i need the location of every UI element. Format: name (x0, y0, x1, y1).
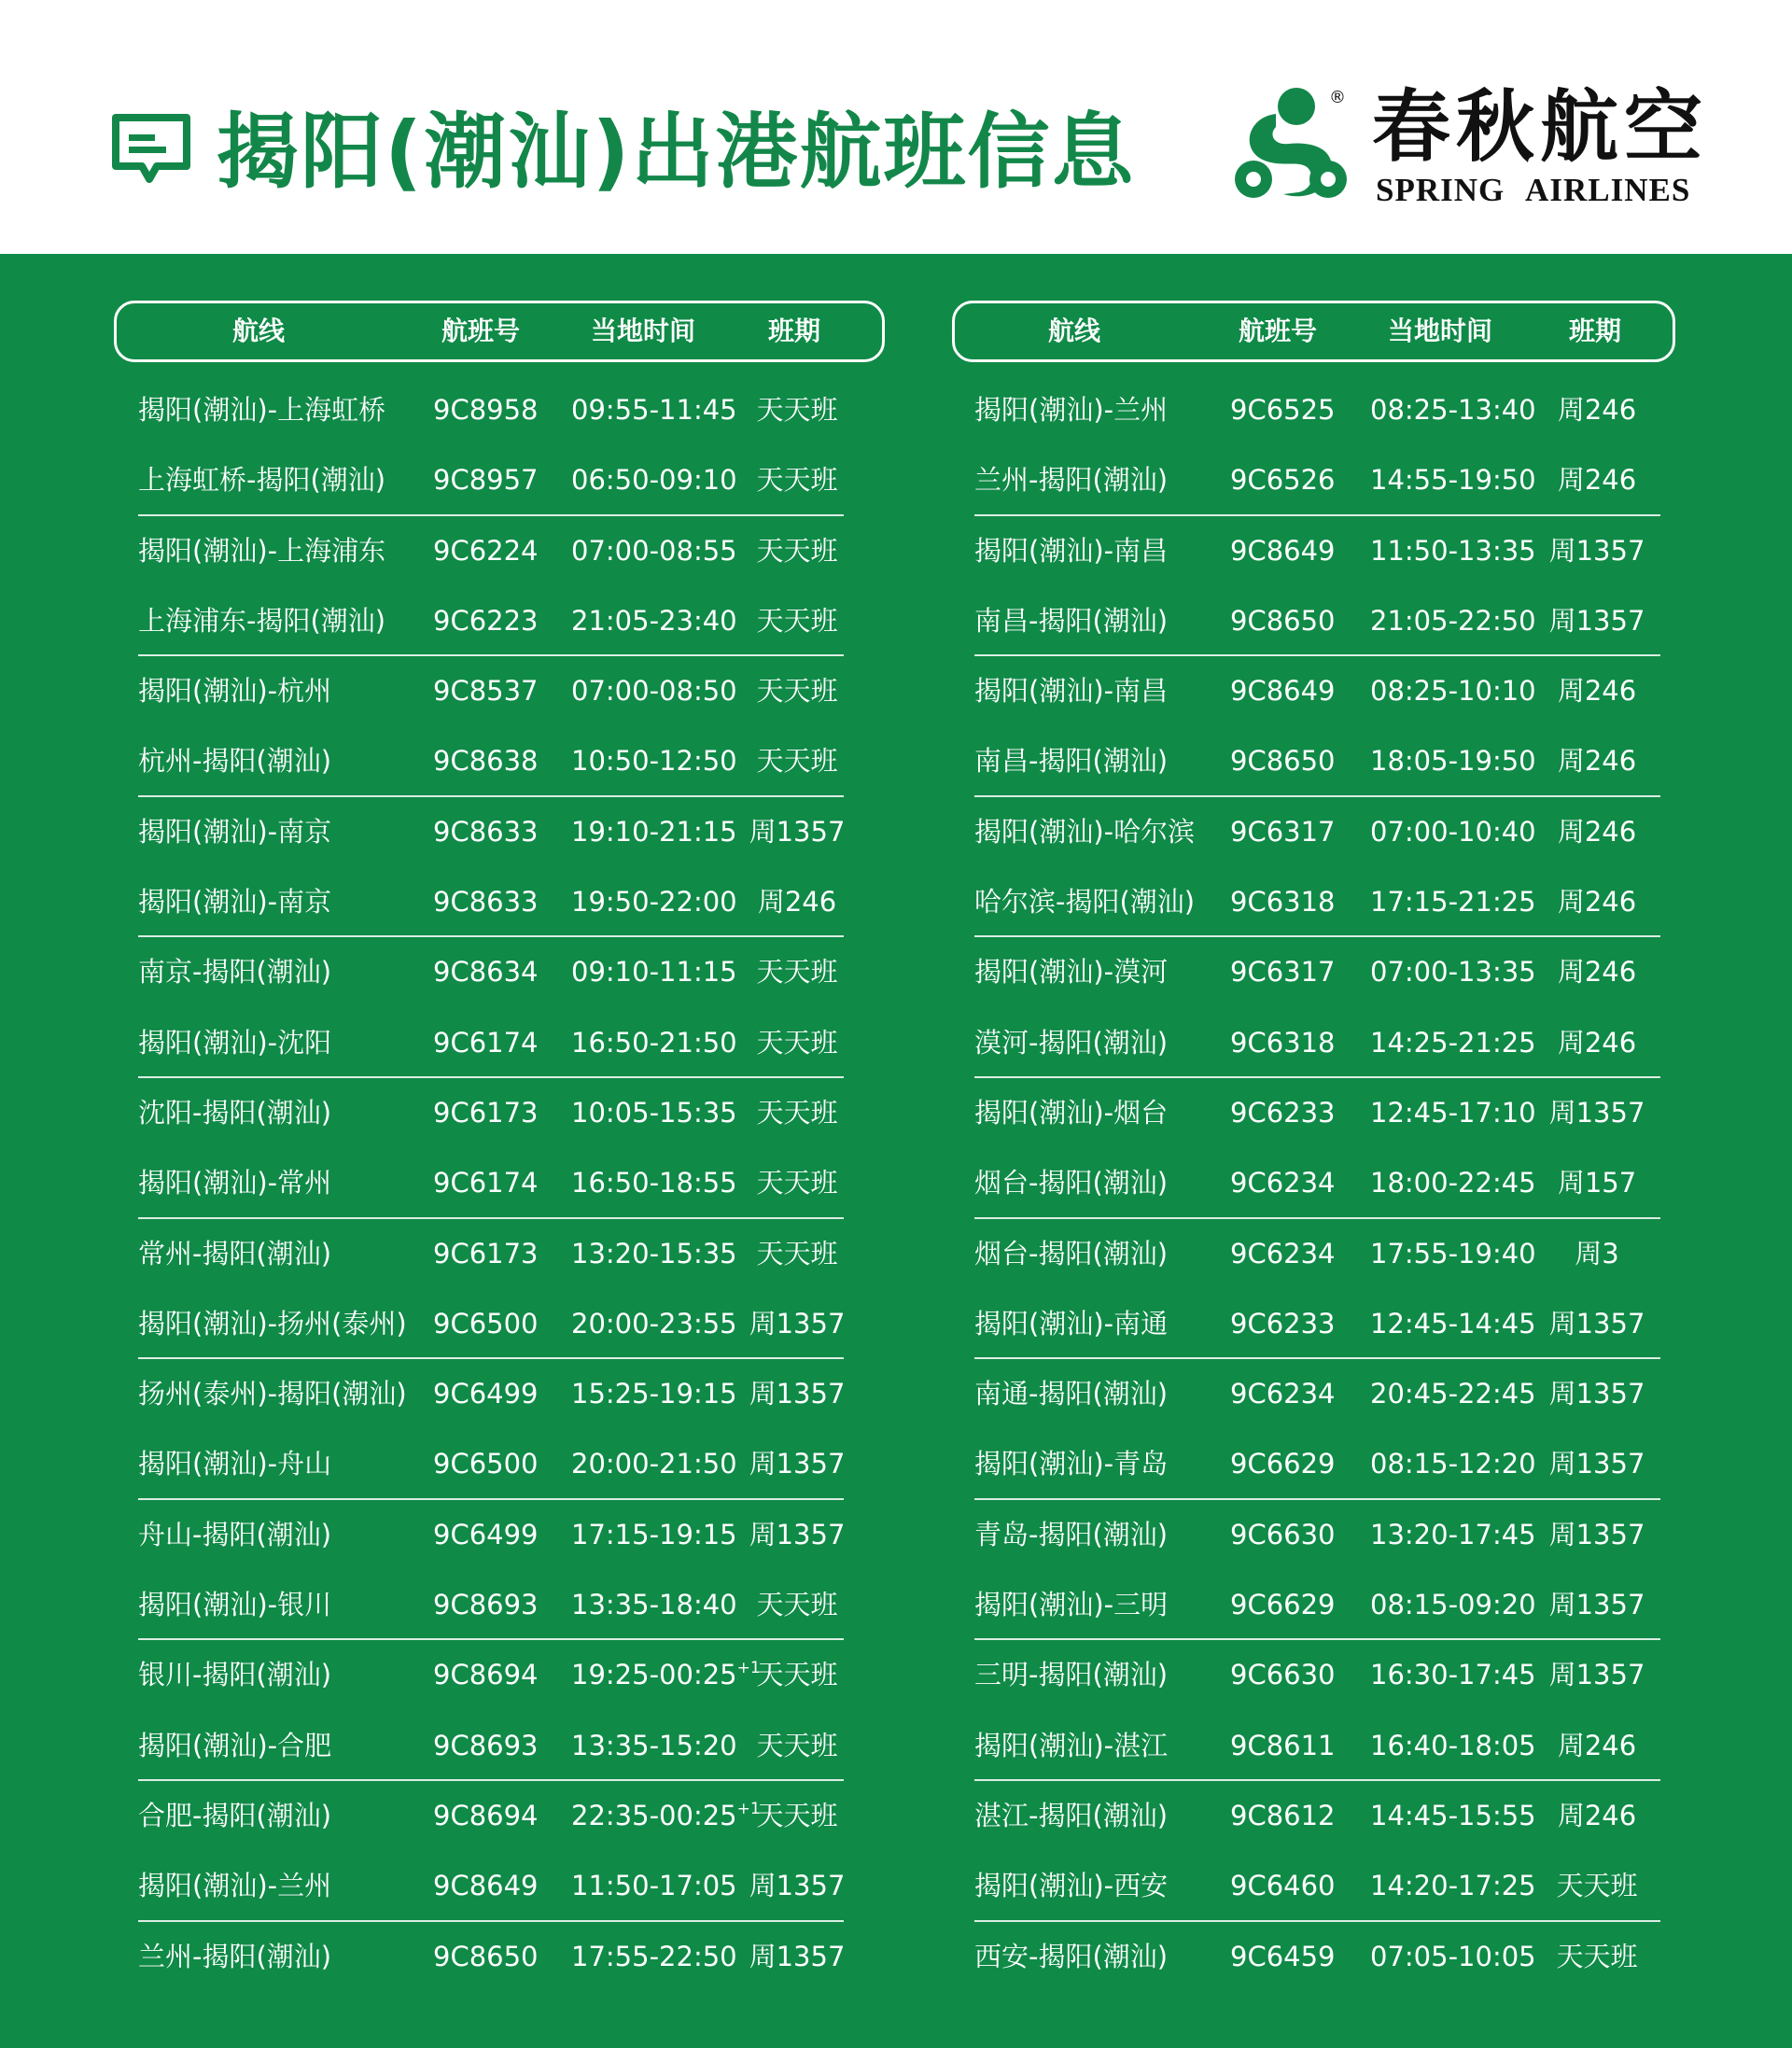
cell-local-time: 19:50-22:00 (571, 886, 737, 919)
cell-flight-number: 9C6459 (1230, 1940, 1336, 1972)
cell-flight-number: 9C8649 (1230, 534, 1336, 567)
cell-local-time: 06:50-09:10 (571, 464, 737, 497)
cell-local-time: 07:00-08:50 (571, 675, 737, 708)
cell-flight-number: 9C6630 (1230, 1659, 1336, 1691)
cell-local-time: 14:25-21:25 (1370, 1026, 1536, 1059)
table-row (114, 1570, 885, 1640)
cell-flight-number: 9C6525 (1230, 394, 1336, 426)
table-row (114, 586, 885, 656)
table-row (952, 1640, 1675, 1710)
cell-schedule: 周246 (757, 886, 837, 919)
cell-local-time: $19:25-00:25^{+1}$ (571, 1659, 761, 1691)
cell-schedule: 周1357 (749, 1870, 846, 1902)
cell-local-time: 18:05-19:50 (1370, 745, 1536, 778)
cell-schedule: 周157 (1557, 1167, 1637, 1199)
table-row (952, 1148, 1675, 1218)
cell-flight-number: 9C6317 (1230, 815, 1336, 848)
table-row (114, 937, 885, 1007)
table-row (952, 1429, 1675, 1499)
cell-route: 兰州-揭阳(潮汕) (138, 1940, 332, 1972)
cell-flight-number: 9C6629 (1230, 1589, 1336, 1621)
cell-schedule: 天天班 (756, 464, 838, 497)
cell-local-time: 07:05-10:05 (1370, 1940, 1536, 1972)
table-row (952, 1711, 1675, 1781)
cell-route: 揭阳(潮汕)-兰州 (974, 394, 1169, 426)
table-row (952, 1781, 1675, 1851)
cell-route: 漠河-揭阳(潮汕) (974, 1026, 1169, 1059)
cell-route: 湛江-揭阳(潮汕) (974, 1799, 1169, 1831)
table-row (114, 1640, 885, 1710)
cell-flight-number: 9C8634 (433, 956, 539, 989)
table-row (114, 1429, 885, 1499)
table-body (114, 375, 885, 1992)
cell-local-time: 17:15-19:15 (571, 1518, 737, 1550)
cell-flight-number: 9C8650 (1230, 745, 1336, 778)
cell-schedule: 周246 (1557, 1729, 1637, 1761)
cell-flight-number: 9C6233 (1230, 1307, 1336, 1340)
cell-route: 三明-揭阳(潮汕) (974, 1659, 1169, 1691)
cell-schedule: 天天班 (1556, 1940, 1638, 1972)
cell-schedule: 周246 (1557, 464, 1637, 497)
column-header-time: 当地时间 (591, 316, 696, 346)
table-row (952, 1922, 1675, 1992)
flight-table-right (952, 301, 1675, 1992)
cell-flight-number: 9C6234 (1230, 1237, 1336, 1269)
cell-route: 扬州(泰州)-揭阳(潮汕) (138, 1378, 407, 1410)
cell-flight-number: 9C8650 (433, 1940, 539, 1972)
cell-flight-number: 9C6224 (433, 534, 539, 567)
table-row (114, 1922, 885, 1992)
cell-flight-number: 9C6499 (433, 1518, 539, 1550)
cell-local-time: 17:15-21:25 (1370, 886, 1536, 919)
cell-local-time: 08:15-12:20 (1370, 1448, 1536, 1480)
cell-schedule: 周1357 (749, 1518, 846, 1550)
cell-flight-number: 9C8650 (1230, 604, 1336, 637)
cell-route: 揭阳(潮汕)-南昌 (974, 534, 1169, 567)
cell-flight-number: 9C6233 (1230, 1096, 1336, 1129)
table-row (952, 1078, 1675, 1148)
cell-flight-number: 9C8958 (433, 394, 539, 426)
cell-flight-number: 9C8649 (433, 1870, 539, 1902)
table-row (114, 1078, 885, 1148)
cell-local-time: 20:45-22:45 (1370, 1378, 1536, 1410)
table-row (952, 516, 1675, 586)
cell-schedule: 周1357 (749, 1940, 846, 1972)
cell-local-time: 08:15-09:20 (1370, 1589, 1536, 1621)
cell-flight-number: 9C8649 (1230, 675, 1336, 708)
column-header-flight: 航班号 (441, 316, 521, 346)
cell-flight-number: 9C6174 (433, 1026, 539, 1059)
cell-schedule: 天天班 (756, 1026, 838, 1059)
cell-local-time: 17:55-19:40 (1370, 1237, 1536, 1269)
cell-local-time: 12:45-17:10 (1370, 1096, 1536, 1129)
table-row (114, 445, 885, 515)
cell-route: 揭阳(潮汕)-常州 (138, 1167, 332, 1199)
cell-schedule: 天天班 (756, 1096, 838, 1129)
cell-local-time: 21:05-22:50 (1370, 604, 1536, 637)
message-board-icon (110, 112, 192, 192)
table-body (952, 375, 1675, 1992)
table-row (114, 1008, 885, 1078)
cell-schedule: 周1357 (1548, 1448, 1645, 1480)
table-row (114, 1289, 885, 1359)
table-row (114, 1148, 885, 1218)
table-row (952, 797, 1675, 867)
brand-name-en: SPRING AIRLINES (1376, 172, 1691, 208)
cell-schedule: 天天班 (756, 604, 838, 637)
cell-schedule: 天天班 (756, 1237, 838, 1269)
cell-route: 揭阳(潮汕)-南京 (138, 815, 332, 848)
cell-local-time: 10:50-12:50 (571, 745, 737, 778)
table-row (114, 797, 885, 867)
cell-local-time: 18:00-22:45 (1370, 1167, 1536, 1199)
cell-flight-number: 9C6173 (433, 1096, 539, 1129)
cell-local-time: 20:00-21:50 (571, 1448, 737, 1480)
cell-schedule: 天天班 (756, 675, 838, 708)
table-row (952, 937, 1675, 1007)
table-row (952, 1219, 1675, 1289)
cell-local-time: 16:50-18:55 (571, 1167, 737, 1199)
cell-schedule: 周1357 (1548, 1659, 1645, 1691)
table-row (952, 656, 1675, 726)
page-title: 揭阳(潮汕)出港航班信息 (217, 104, 1136, 200)
cell-route: 舟山-揭阳(潮汕) (138, 1518, 332, 1550)
cell-route: 揭阳(潮汕)-西安 (974, 1870, 1169, 1902)
cell-schedule: 周1357 (749, 815, 846, 848)
column-header-flight: 航班号 (1239, 316, 1318, 346)
cell-flight-number: 9C6317 (1230, 956, 1336, 989)
table-header (114, 301, 885, 362)
cell-flight-number: 9C8957 (433, 464, 539, 497)
cell-local-time: 11:50-17:05 (571, 1870, 737, 1902)
table-row (114, 1711, 885, 1781)
cell-route: 兰州-揭阳(潮汕) (974, 464, 1169, 497)
cell-schedule: 周1357 (1548, 534, 1645, 567)
cell-route: 烟台-揭阳(潮汕) (974, 1167, 1169, 1199)
cell-schedule: 周3 (1575, 1237, 1619, 1269)
table-row (114, 1851, 885, 1921)
cell-local-time: 09:55-11:45 (571, 394, 737, 426)
cell-schedule: 天天班 (756, 534, 838, 567)
cell-route: 揭阳(潮汕)-合肥 (138, 1729, 332, 1761)
cell-schedule: 天天班 (756, 1659, 838, 1691)
cell-flight-number: 9C6460 (1230, 1870, 1336, 1902)
cell-local-time: 21:05-23:40 (571, 604, 737, 637)
cell-route: 哈尔滨-揭阳(潮汕) (974, 886, 1196, 919)
column-header-route: 航线 (1048, 316, 1101, 346)
cell-schedule: 周1357 (749, 1378, 846, 1410)
cell-route: 银川-揭阳(潮汕) (138, 1659, 332, 1691)
cell-route: 揭阳(潮汕)-银川 (138, 1589, 332, 1621)
cell-schedule: 天天班 (756, 745, 838, 778)
column-header-time: 当地时间 (1388, 316, 1493, 346)
cell-flight-number: 9C8537 (433, 675, 539, 708)
cell-route: 揭阳(潮汕)-兰州 (138, 1870, 332, 1902)
cell-route: 上海浦东-揭阳(潮汕) (138, 604, 386, 637)
cell-route: 沈阳-揭阳(潮汕) (138, 1096, 332, 1129)
cell-schedule: 天天班 (756, 1799, 838, 1831)
cell-schedule: 周246 (1557, 886, 1637, 919)
cell-route: 揭阳(潮汕)-哈尔滨 (974, 815, 1196, 848)
cell-local-time: 11:50-13:35 (1370, 534, 1536, 567)
cell-schedule: 周246 (1557, 675, 1637, 708)
cell-flight-number: 9C6500 (433, 1448, 539, 1480)
cell-schedule: 周246 (1557, 394, 1637, 426)
cell-schedule: 周246 (1557, 1026, 1637, 1059)
cell-flight-number: 9C8638 (433, 745, 539, 778)
cell-local-time: 16:40-18:05 (1370, 1729, 1536, 1761)
cell-local-time: 14:45-15:55 (1370, 1799, 1536, 1831)
registered-mark: ® (1329, 88, 1346, 107)
cell-route: 揭阳(潮汕)-上海虹桥 (138, 394, 386, 426)
column-header-route: 航线 (232, 316, 286, 346)
cell-schedule: 周1357 (1548, 1307, 1645, 1340)
cell-flight-number: 9C6629 (1230, 1448, 1336, 1480)
table-header (952, 301, 1675, 362)
cell-flight-number: 9C8612 (1230, 1799, 1336, 1831)
cell-route: 杭州-揭阳(潮汕) (138, 745, 332, 778)
cell-local-time: 13:35-18:40 (571, 1589, 737, 1621)
cell-route: 揭阳(潮汕)-扬州(泰州) (138, 1307, 407, 1340)
cell-route: 上海虹桥-揭阳(潮汕) (138, 464, 386, 497)
cell-route: 揭阳(潮汕)-湛江 (974, 1729, 1169, 1761)
table-row (952, 726, 1675, 796)
cell-flight-number: 9C6526 (1230, 464, 1336, 497)
cell-schedule: 周1357 (749, 1307, 846, 1340)
cell-schedule: 周246 (1557, 745, 1637, 778)
cell-schedule: 周1357 (1548, 1378, 1645, 1410)
cell-flight-number: 9C6500 (433, 1307, 539, 1340)
cell-schedule: 周1357 (1548, 1589, 1645, 1621)
cell-schedule: 周1357 (749, 1448, 846, 1480)
cell-schedule: 周246 (1557, 1799, 1637, 1831)
table-row (114, 1781, 885, 1851)
cell-flight-number: 9C6173 (433, 1237, 539, 1269)
cell-route: 揭阳(潮汕)-上海浦东 (138, 534, 386, 567)
cell-route: 常州-揭阳(潮汕) (138, 1237, 332, 1269)
next-day-marker: +1 (736, 1659, 761, 1678)
cell-schedule: 天天班 (756, 1589, 838, 1621)
cell-route: 揭阳(潮汕)-杭州 (138, 675, 332, 708)
cell-local-time: 16:50-21:50 (571, 1026, 737, 1059)
cell-local-time: 08:25-13:40 (1370, 394, 1536, 426)
cell-route: 青岛-揭阳(潮汕) (974, 1518, 1169, 1550)
cell-local-time: 17:55-22:50 (571, 1940, 737, 1972)
flight-table-left (114, 301, 885, 1992)
table-row (952, 445, 1675, 515)
table-row (114, 516, 885, 586)
cell-local-time: 10:05-15:35 (571, 1096, 737, 1129)
cell-schedule: 天天班 (1556, 1870, 1638, 1902)
cell-route: 南昌-揭阳(潮汕) (974, 604, 1169, 637)
cell-flight-number: 9C8633 (433, 886, 539, 919)
cell-route: 揭阳(潮汕)-漠河 (974, 956, 1169, 989)
cell-local-time: 14:55-19:50 (1370, 464, 1536, 497)
cell-local-time: $22:35-00:25^{+1}$ (571, 1799, 761, 1831)
table-row (952, 1500, 1675, 1570)
table-row (952, 1570, 1675, 1640)
cell-schedule: 周246 (1557, 815, 1637, 848)
cell-route: 合肥-揭阳(潮汕) (138, 1799, 332, 1831)
cell-local-time: 07:00-10:40 (1370, 815, 1536, 848)
cell-route: 南京-揭阳(潮汕) (138, 956, 332, 989)
cell-schedule: 周1357 (1548, 1096, 1645, 1129)
cell-route: 揭阳(潮汕)-沈阳 (138, 1026, 332, 1059)
brand-name-cn: 春秋航空 (1372, 80, 1709, 173)
table-row (114, 1500, 885, 1570)
cell-local-time: 14:20-17:25 (1370, 1870, 1536, 1902)
cell-flight-number: 9C6318 (1230, 1026, 1336, 1059)
cell-route: 揭阳(潮汕)-南昌 (974, 675, 1169, 708)
table-row (114, 1219, 885, 1289)
cell-local-time: 07:00-13:35 (1370, 956, 1536, 989)
cell-schedule: 周1357 (1548, 1518, 1645, 1550)
cell-local-time: 19:10-21:15 (571, 815, 737, 848)
table-row (952, 1359, 1675, 1429)
cell-local-time: 13:35-15:20 (571, 1729, 737, 1761)
table-row (952, 1851, 1675, 1921)
cell-route: 揭阳(潮汕)-舟山 (138, 1448, 332, 1480)
cell-local-time: 13:20-17:45 (1370, 1518, 1536, 1550)
cell-local-time: 15:25-19:15 (571, 1378, 737, 1410)
cell-schedule: 周1357 (1548, 604, 1645, 637)
cell-flight-number: 9C8693 (433, 1729, 539, 1761)
cell-flight-number: 9C6234 (1230, 1167, 1336, 1199)
table-row (952, 1289, 1675, 1359)
table-row (114, 656, 885, 726)
cell-flight-number: 9C8633 (433, 815, 539, 848)
cell-route: 揭阳(潮汕)-南通 (974, 1307, 1169, 1340)
table-row (952, 375, 1675, 445)
cell-route: 揭阳(潮汕)-三明 (974, 1589, 1169, 1621)
cell-local-time: 13:20-15:35 (571, 1237, 737, 1269)
table-row (114, 867, 885, 937)
cell-flight-number: 9C8611 (1230, 1729, 1336, 1761)
cell-route: 南昌-揭阳(潮汕) (974, 745, 1169, 778)
table-row (114, 726, 885, 796)
cell-schedule: 天天班 (756, 394, 838, 426)
header (0, 0, 1792, 254)
cell-route: 西安-揭阳(潮汕) (974, 1940, 1169, 1972)
cell-local-time: 16:30-17:45 (1370, 1659, 1536, 1691)
cell-flight-number: 9C8693 (433, 1589, 539, 1621)
cell-flight-number: 9C6223 (433, 604, 539, 637)
cell-flight-number: 9C8694 (433, 1659, 539, 1691)
cell-flight-number: 9C6630 (1230, 1518, 1336, 1550)
cell-local-time: 07:00-08:55 (571, 534, 737, 567)
cell-route: 揭阳(潮汕)-青岛 (974, 1448, 1169, 1480)
table-row (952, 1008, 1675, 1078)
cell-schedule: 天天班 (756, 956, 838, 989)
cell-flight-number: 9C6234 (1230, 1378, 1336, 1410)
table-row (114, 375, 885, 445)
cell-local-time: 12:45-14:45 (1370, 1307, 1536, 1340)
cell-schedule: 天天班 (756, 1729, 838, 1761)
cell-flight-number: 9C8694 (433, 1799, 539, 1831)
next-day-marker: +1 (736, 1799, 761, 1818)
table-row (952, 586, 1675, 656)
cell-local-time: 08:25-10:10 (1370, 675, 1536, 708)
table-row (952, 867, 1675, 937)
column-header-schedule: 班期 (1569, 316, 1622, 346)
cell-route: 烟台-揭阳(潮汕) (974, 1237, 1169, 1269)
cell-route: 揭阳(潮汕)-烟台 (974, 1096, 1169, 1129)
cell-local-time: 20:00-23:55 (571, 1307, 737, 1340)
cell-flight-number: 9C6174 (433, 1167, 539, 1199)
cell-schedule: 周246 (1557, 956, 1637, 989)
table-row (114, 1359, 885, 1429)
cell-flight-number: 9C6499 (433, 1378, 539, 1410)
column-header-schedule: 班期 (768, 316, 821, 346)
cell-route: 南通-揭阳(潮汕) (974, 1378, 1169, 1410)
cell-flight-number: 9C6318 (1230, 886, 1336, 919)
cell-route: 揭阳(潮汕)-南京 (138, 886, 332, 919)
cell-schedule: 天天班 (756, 1167, 838, 1199)
cell-local-time: 09:10-11:15 (571, 956, 737, 989)
